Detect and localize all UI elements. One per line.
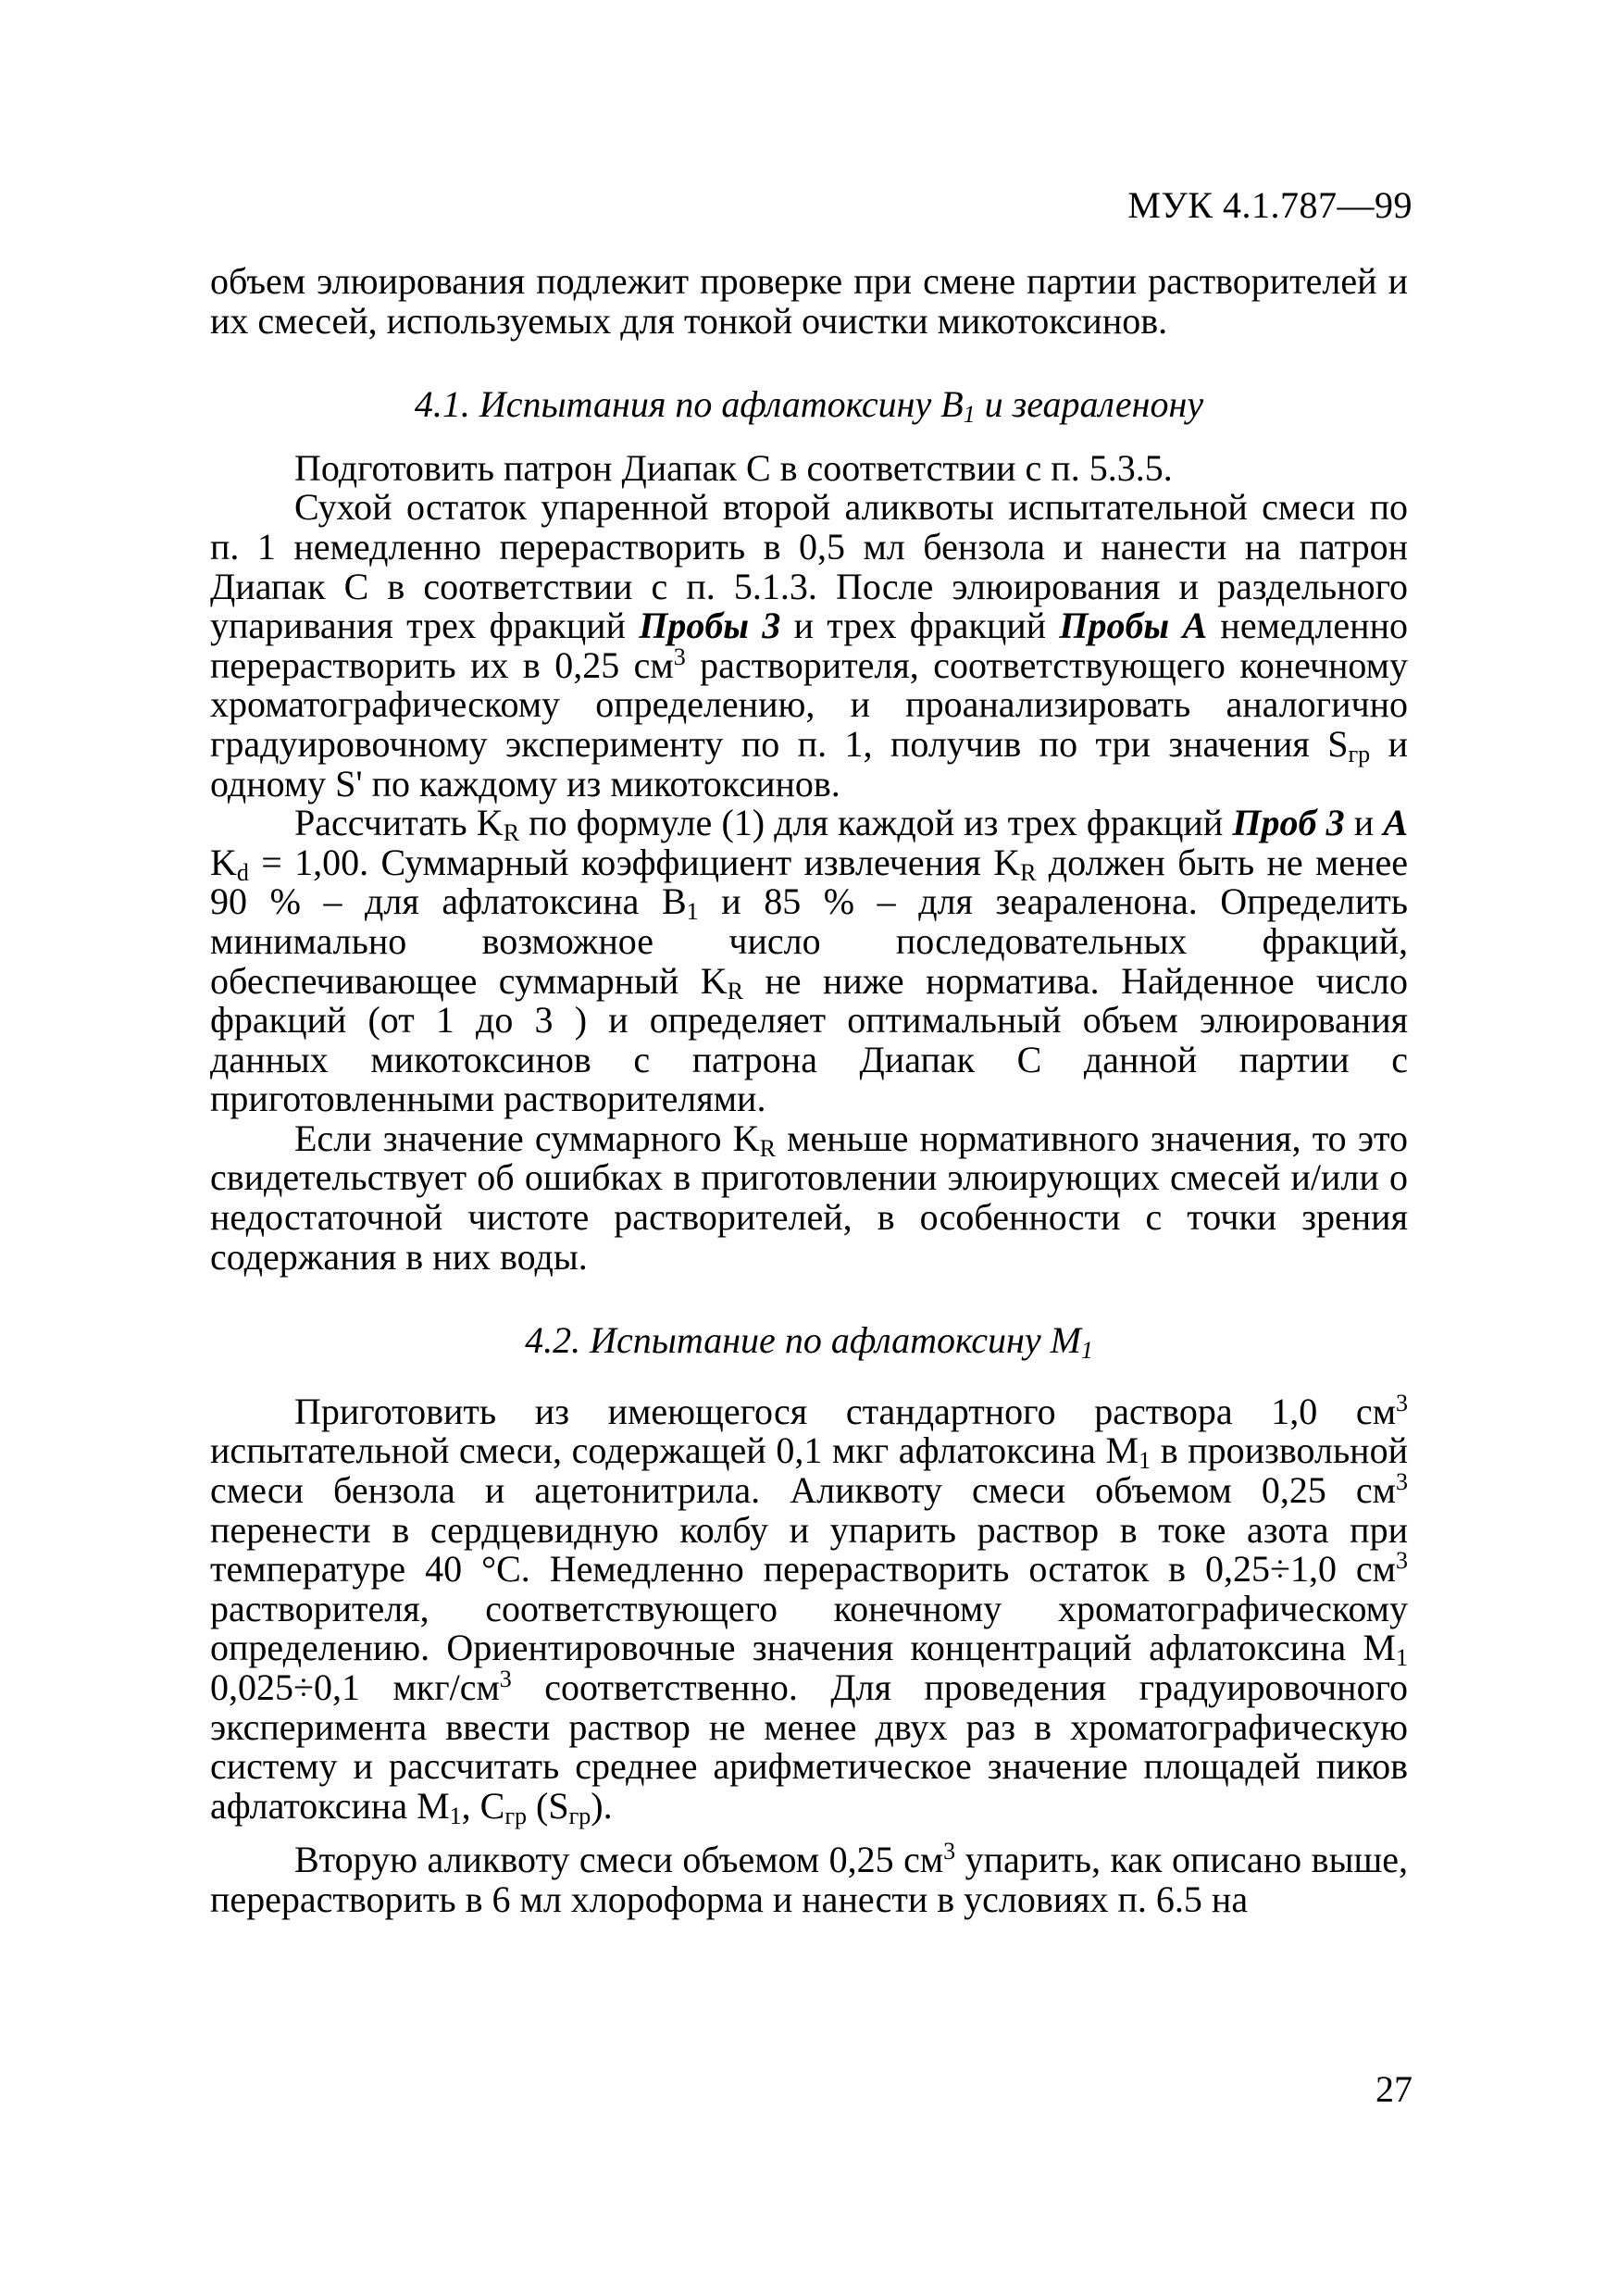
paragraph-prepare-cartridge: Подготовить патрон Диапак С в соответствии с п. 5.3.5. bbox=[294, 446, 1173, 489]
paragraph-prepare-test-mixture: Приготовить из имеющегося стандартного раствора 1,0 $см^3$ испытательной смеси, содержащей 0,1 мкг афлатоксина $M_1$ в произвольной смеси бензола и ацетонитрила. Аликвоту смеси объемом 0,25 $см^3$ перенести в сердцевидную колбу и упарить раствор в токе азота при температуре 40 °С. Немедленно перерастворить остаток в 0,25÷1,0 $см^3$ растворителя, соответствующего конечному хроматографическому определению. Ориентировочные значения концентраций афлатоксина $M_1$ 0,025÷0,1 мкг/$см^3$ соответственно. Для проведения градуировочного эксперимента ввести раствор не менее двух раз в хроматографическую систему и рассчитать среднее арифметическое значение площадей пиков афлатоксина $M_1$, $C_{гр}$ $(S_{гр})$. bbox=[210, 1389, 1408, 1829]
section-heading-4-1: 4.1. Испытания по афлатоксину $B_1$ и зеараленону bbox=[414, 383, 1204, 429]
page-body bbox=[210, 262, 1408, 1920]
paragraph-dry-residue: Сухой остаток упаренной второй аликвоты испытательной смеси по п. 1 немедленно перерастворить в 0,5 мл бензола и нанести на патрон Диапак С в соответствии с п. 5.1.3. После элюирования и раздельного упаривания трех фракций Пробы 3 и трех фракций Пробы А немедленно перерастворить их в 0,25 $см^3$ растворителя, соответствующего конечному хроматографическому определению, и проанализировать аналогично градуировочному эксперименту по п. 1, получив по три значения $S_{гр}$ и одному S' по каждому из микотоксинов. bbox=[210, 486, 1409, 805]
intro-paragraph: объем элюирования подлежит проверке при смене партии растворителей и их смесей, используемых для тонкой очистки микотоксинов. bbox=[210, 260, 1408, 342]
paragraph-calculate-kr: Рассчитать $K_R$ по формуле (1) для каждой из трех фракций Проб 3 и А $K_d = 1,00$. Суммарный коэффициент извлечения $K_R$ должен быть не менее 90 % – для афлатоксина $B_1$ и 85 % – для зеараленона. Определить минимально возможное число последовательных фракций, обеспечивающее суммарный $K_R$ не ниже норматива. Найденное число фракций (от 1 до 3 ) и определяет оптимальный объем элюирования данных микотоксинов с патрона Диапак С данной партии с приготовленными растворителями. bbox=[210, 802, 1409, 1120]
page-number: 27 bbox=[1375, 2068, 1413, 2110]
section-heading-4-2: 4.2. Испытание по афлатоксину $M_1$ bbox=[525, 1319, 1093, 1365]
paragraph-second-aliquot: Вторую аликвоту смеси объемом 0,25 $см^3$ упарить, как описано выше, перерастворить в 6 мл хлороформа и нанести в условиях п. 6.5 на bbox=[210, 1838, 1408, 1920]
paragraph-kr-below-norm: Если значение суммарного $K_R$ меньше нормативного значения, то это свидетельствует об ошибках в приготовлении элюирующих смесей и/или о недостаточной чистоте растворителей, в особенности с точки зрения содержания в них воды. bbox=[210, 1117, 1409, 1278]
document-code: МУК 4.1.787—99 bbox=[1127, 184, 1413, 226]
